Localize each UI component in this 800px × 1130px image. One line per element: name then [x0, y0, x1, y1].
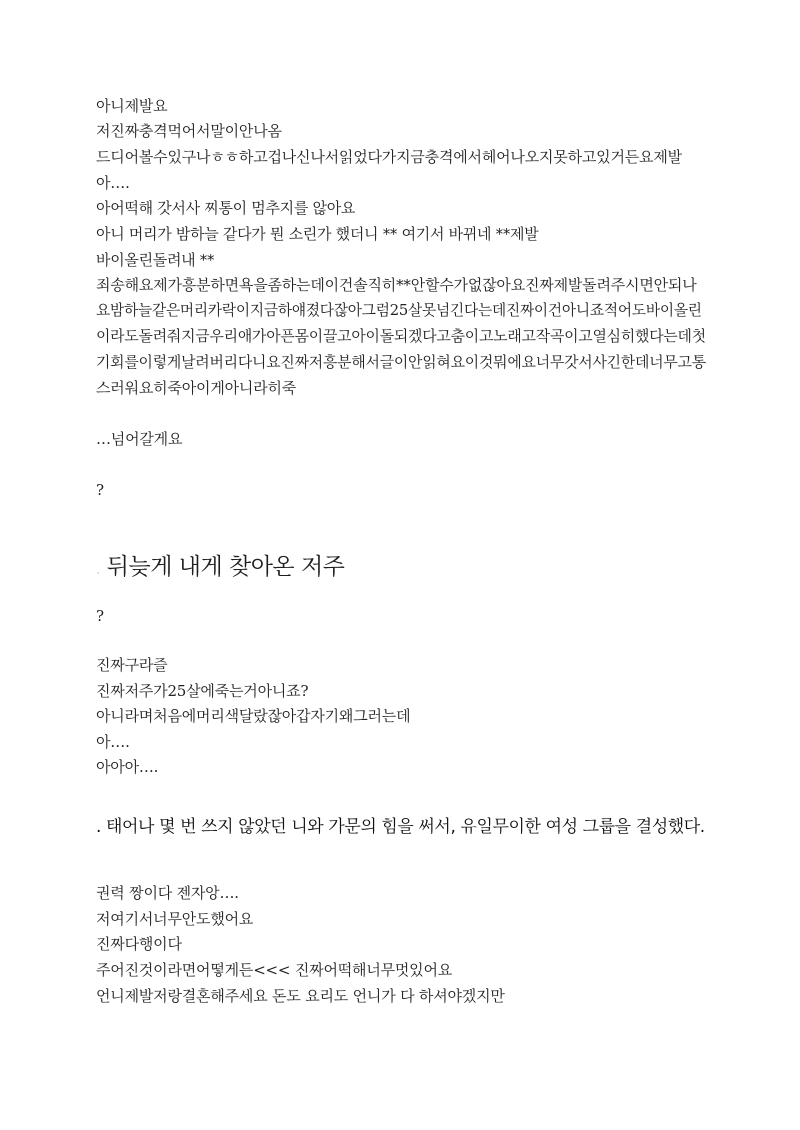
text-line: 저여기서너무안도했어요: [96, 910, 254, 928]
text-line: 아….: [96, 174, 130, 192]
text-line: 죄송해요제가흥분하면욕을좀하는데이건솔직히**안할수가없잖아요진짜제발돌려주시면안되나: [96, 276, 697, 294]
text-line: 스러워요히죽아이게아니라히죽: [96, 379, 297, 397]
placeholder-mark: ?: [96, 607, 104, 625]
text-line: 아어떡해 갓서사 찌통이 멈추지를 않아요: [96, 199, 356, 217]
text-line: …넘어갈게요: [96, 430, 183, 448]
quote-subheading: . 태어나 몇 번 쓰지 않았던 니와 가문의 힘을 써서, 유일무이한 여성 그룹을 결성했다.: [96, 817, 705, 837]
text-line: 권력 짱이다 젠자앙….: [96, 884, 239, 902]
text-line: 아니 머리가 밤하늘 같다가 뭔 소린가 했더니 ** 여기서 바뀌네 **제발: [96, 225, 539, 243]
heading-dot: .: [96, 562, 100, 578]
section-heading: [96, 553, 344, 584]
text-line: 요밤하늘같은머리카락이지금하얘졌다잖아그럼25살못넘긴다는데진짜이건아니죠적어도바이올린: [96, 302, 702, 319]
heading-text: 뒤늦게 내게 찾아온 저주: [106, 554, 345, 580]
text-line: 아니제발요: [96, 97, 168, 115]
text-line: 진짜다행이다: [96, 935, 182, 953]
text-line: 아아아….: [96, 758, 159, 776]
text-line: 주어진것이라면어떻게든<<< 진짜어떡해너무멋있어요: [96, 961, 453, 979]
text-line: 아….: [96, 733, 130, 751]
text-line: 언니제발저랑결혼해주세요 돈도 요리도 언니가 다 하셔야겠지만: [96, 987, 505, 1005]
text-line: 아니라며처음에머리색달랐잖아갑자기왜그러는데: [96, 707, 411, 725]
text-line: 바이올린돌려내 **: [96, 251, 215, 269]
text-line: 진짜구라즐: [96, 656, 168, 674]
text-line: 이라도돌려줘지금우리애가아픈몸이끌고아이돌되겠다고춤이고노래고작곡이고열심히했다는데첫: [96, 327, 706, 345]
placeholder-mark: ?: [96, 481, 104, 499]
text-line: 드디어볼수있구나ㅎㅎ하고겁나신나서읽었다가지금충격에서헤어나오지못하고있거든요제발: [96, 148, 682, 166]
text-line: 저진짜충격먹어서말이안나옴: [96, 122, 282, 140]
text-line: 기회를이렇게날려버리다니요진짜저흥분해서글이안읽혀요이것뭐에요너무갓서사긴한데너무고통: [96, 353, 706, 371]
text-line: 진짜저주가25살에죽는거아니죠?: [96, 682, 309, 700]
